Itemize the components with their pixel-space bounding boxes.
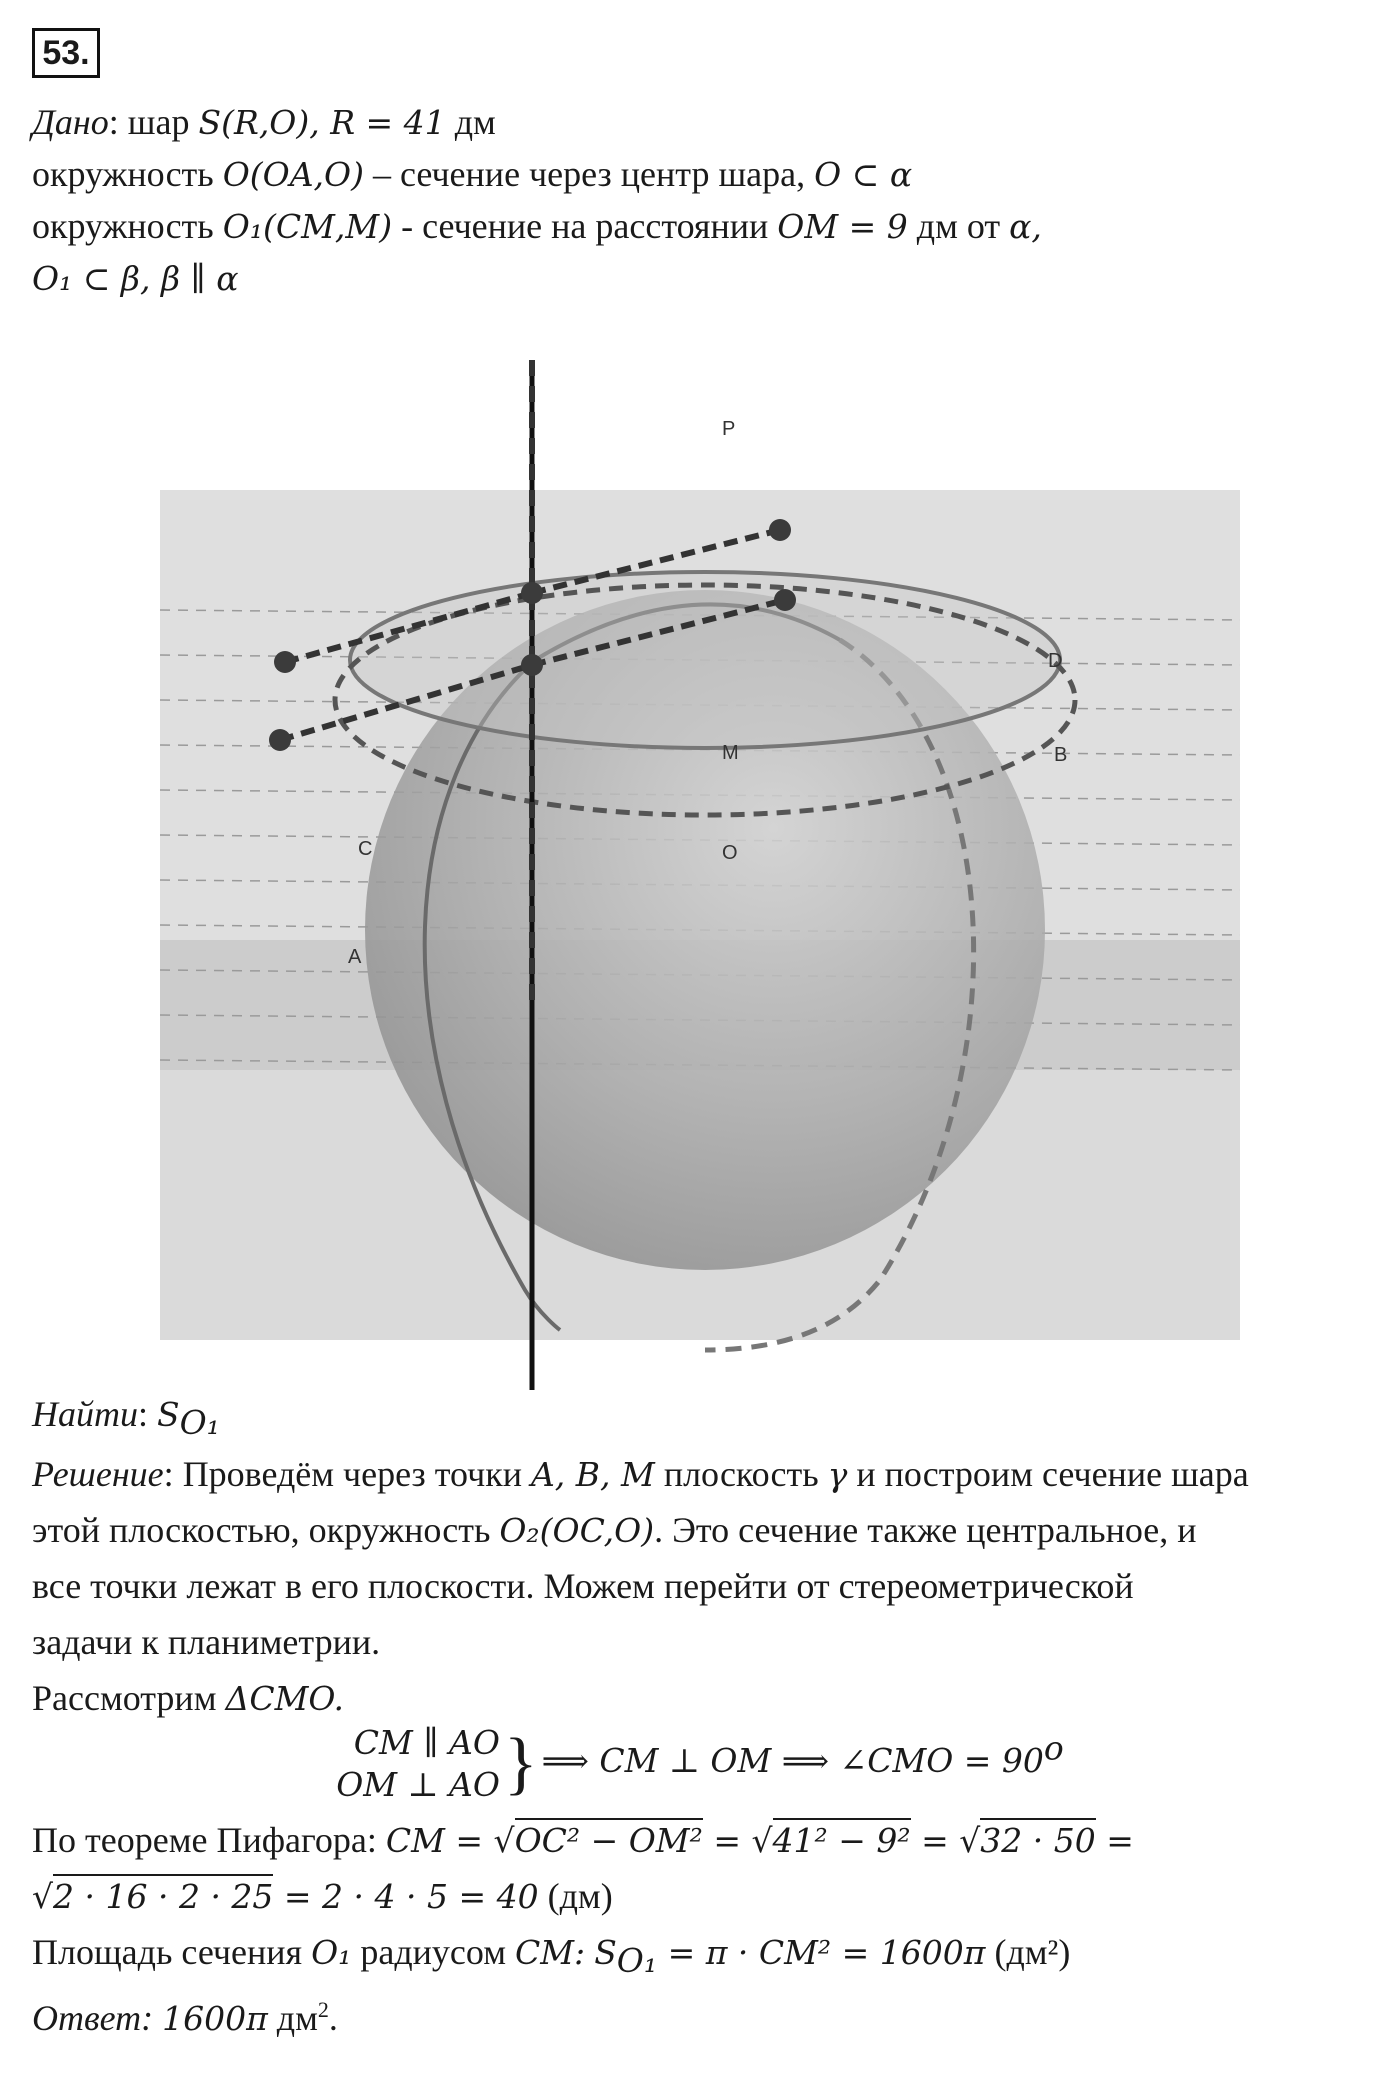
sqrt-1: OC² − OM²	[515, 1818, 703, 1860]
given-math: O(OA,O)	[222, 155, 364, 194]
label-b: B	[1054, 744, 1068, 766]
answer-label: Ответ:	[32, 1998, 154, 2038]
find-label: Найти	[32, 1394, 138, 1434]
solution-text: и построим сечение шара	[856, 1454, 1249, 1494]
solution-text: . Это сечение также центральное, и	[654, 1510, 1197, 1550]
solution-line-3: все точки лежат в его плоскости. Можем перейти от стереометрической	[32, 1566, 1134, 1606]
answer-line	[32, 1988, 338, 2041]
area-s: S	[594, 1933, 617, 1972]
area-formula: = π · CM² = 1600π	[657, 1933, 986, 1972]
sqrt-4: 2 · 16 · 2 · 25	[53, 1874, 273, 1916]
solution-text: этой плоскостью, окружность	[32, 1510, 491, 1550]
given-line-2	[32, 152, 912, 197]
area-sub: O₁	[616, 1941, 658, 1981]
given-text: - сечение на расстоянии	[401, 206, 769, 246]
system-implication: ⟹ CM ⊥ OM ⟹ ∠CMO = 90	[541, 1740, 1044, 1780]
area-text: Площадь сечения	[32, 1932, 303, 1972]
solution-text: плоскость	[663, 1454, 819, 1494]
given-line-4	[32, 256, 239, 301]
answer-unit-dot: .	[328, 1998, 338, 2038]
given-text: окружность	[32, 154, 214, 194]
solution-text: Проведём через точки	[182, 1454, 522, 1494]
given-math: S(R,O), R = 41	[198, 103, 446, 142]
point-d	[769, 519, 791, 541]
area-line	[32, 1930, 1070, 1983]
brace-glyph: }	[503, 1725, 538, 1802]
sqrt-3: 32 · 50	[980, 1818, 1095, 1860]
point-c	[274, 651, 296, 673]
system-block	[0, 1722, 1400, 1806]
solution-line-2	[32, 1508, 1197, 1553]
solution-math: γ	[827, 1455, 848, 1494]
section-circle-o1	[350, 572, 1063, 748]
solution-text: Рассмотрим	[32, 1678, 217, 1718]
given-label: Дано	[32, 102, 109, 142]
pythagoras-unit: (дм)	[547, 1876, 613, 1916]
pythagoras-math: CM =	[385, 1821, 494, 1860]
given-math: α,	[1009, 207, 1042, 246]
given-line-3	[32, 204, 1042, 249]
given-math: O₁(CM,M)	[222, 207, 393, 246]
equals: =	[1095, 1821, 1134, 1860]
solution-line-5	[32, 1676, 344, 1721]
system-top: CM ∥ AO	[353, 1723, 500, 1762]
equals: =	[910, 1821, 960, 1860]
given-unit: дм	[454, 102, 496, 142]
pythagoras-line-1: По теореме Пифагора: CM = √OC² − OM² = √41² − 9² = √32 · 50 =	[32, 1820, 1134, 1860]
given-math: O₁ ⊂ β, β ∥ α	[32, 259, 239, 298]
area-unit: (дм²)	[994, 1932, 1071, 1972]
given-text: окружность	[32, 206, 214, 246]
area-math: O₁	[311, 1933, 352, 1972]
point-o	[521, 654, 543, 676]
label-a: A	[348, 946, 362, 968]
solution-math: A, B, M	[530, 1455, 655, 1494]
label-o: O	[722, 842, 738, 864]
find-math: S	[157, 1395, 180, 1434]
pythagoras-result: = 2 · 4 · 5 = 40	[273, 1877, 539, 1916]
area-text: радиусом	[360, 1932, 507, 1972]
sphere-figure	[140, 360, 1260, 1390]
system-bottom: OM ⊥ AO	[336, 1765, 500, 1804]
find-sub: O₁	[179, 1403, 220, 1443]
solution-math: ΔCMO.	[225, 1679, 344, 1718]
point-a	[269, 729, 291, 751]
answer-unit-sup: 2	[317, 1997, 329, 2022]
pythagoras-line-2: √2 · 16 · 2 · 25 = 2 · 4 · 5 = 40 (дм)	[32, 1876, 613, 1916]
equals: =	[702, 1821, 752, 1860]
solution-label: Решение	[32, 1454, 164, 1494]
solution-line-4: задачи к планиметрии.	[32, 1622, 381, 1662]
given-text: – сечение через центр шара,	[372, 154, 806, 194]
given-math: O ⊂ α	[814, 155, 913, 194]
given-text: шар	[127, 102, 190, 142]
answer-unit-base: дм	[276, 1998, 318, 2038]
given-text: дм от	[916, 206, 1001, 246]
given-math: OM = 9	[777, 207, 908, 246]
solution-line-1: Решение: Проведём через точки A, B, M плоскость γ и построим сечение шара	[32, 1454, 1249, 1494]
pythagoras-text: По теореме Пифагора:	[32, 1820, 377, 1860]
degree-sup: o	[1043, 1728, 1064, 1768]
problem-number: 53.	[32, 28, 100, 78]
label-d: D	[1048, 650, 1063, 672]
find-line: Найти: $S_{O_1}$	[32, 1394, 220, 1443]
answer-value: 1600π	[162, 1999, 268, 2038]
point-m	[521, 582, 543, 604]
area-math: CM:	[515, 1933, 586, 1972]
solution-math: O₂(OC,O)	[499, 1511, 655, 1550]
label-c: C	[358, 838, 373, 860]
point-b	[774, 589, 796, 611]
sqrt-2: 41² − 9²	[773, 1818, 911, 1860]
system-equations	[336, 1722, 500, 1806]
answer-unit	[277, 1998, 338, 2038]
label-p: P	[722, 418, 736, 440]
label-m: M	[722, 742, 739, 764]
given-line-1: Дано: шар S(R,O), R = 41 дм	[32, 102, 496, 142]
